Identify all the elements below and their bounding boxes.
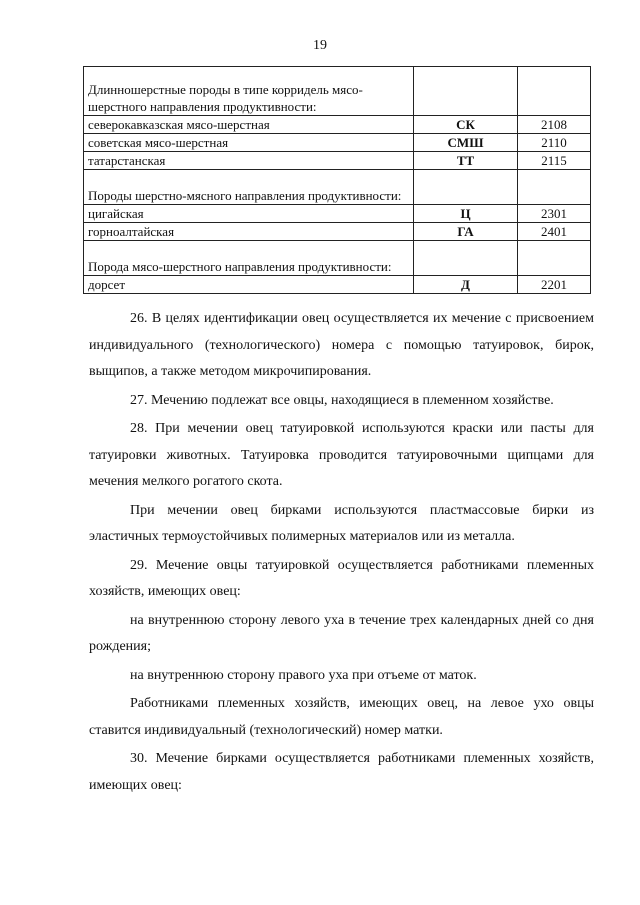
breed-name-cell: Породы шерстно-мясного направления продуктивности: (84, 170, 414, 205)
breed-number-cell (518, 170, 591, 205)
table-row (84, 223, 591, 241)
table-group-row (84, 170, 591, 205)
table-row (84, 134, 591, 152)
table-group-row (84, 241, 591, 276)
breed-code-cell: Ц (414, 205, 518, 223)
breed-code-cell: СМШ (414, 134, 518, 152)
paragraph: на внутреннюю сторону левого уха в течение трех календарных дней со дня рождения; (89, 612, 594, 654)
paragraph: на внутреннюю сторону правого уха при отъеме от маток. (130, 667, 477, 683)
breed-number-cell: 2115 (518, 152, 591, 170)
breed-name-cell: Длинношерстные породы в типе корридель мясо-шерстного направления продуктивности: (84, 67, 414, 116)
breed-number-cell: 2108 (518, 116, 591, 134)
breed-code-cell (414, 67, 518, 116)
breed-number-cell (518, 241, 591, 276)
breed-name-cell: татарстанская (84, 152, 414, 170)
breed-code-cell (414, 170, 518, 205)
breed-code-cell (414, 241, 518, 276)
breed-number-cell: 2201 (518, 276, 591, 294)
breed-name-cell: Порода мясо-шерстного направления продуктивности: (84, 241, 414, 276)
breed-code-cell: СК (414, 116, 518, 134)
table-group-row (84, 67, 591, 116)
breed-number-cell (518, 67, 591, 116)
paragraph: 28. При мечении овец татуировкой используются краски или пасты для татуировки животных. Татуировка проводится татуировочными щипцами для мечения мелкого рогатого скота. (89, 421, 594, 489)
breed-name-cell: советская мясо-шерстная (84, 134, 414, 152)
breed-code-cell: ТТ (414, 152, 518, 170)
breed-number-cell: 2301 (518, 205, 591, 223)
breed-name-cell: горноалтайская (84, 223, 414, 241)
breed-name-cell: цигайская (84, 205, 414, 223)
breed-code-cell: ГА (414, 223, 518, 241)
table-row (84, 205, 591, 223)
paragraph: 29. Мечение овцы татуировкой осуществляется работниками племенных хозяйств, имеющих овец: (89, 557, 594, 599)
table-row (84, 276, 591, 294)
table-row (84, 116, 591, 134)
breed-name-cell: дорсет (84, 276, 414, 294)
breed-codes-table (83, 66, 591, 294)
breed-number-cell: 2110 (518, 134, 591, 152)
paragraph: При мечении овец бирками используются пластмассовые бирки из эластичных термоустойчивых полимерных материалов или из металла. (89, 502, 594, 544)
document-body (89, 306, 594, 801)
page-number: 19 (313, 38, 327, 53)
table-row (84, 152, 591, 170)
breed-number-cell: 2401 (518, 223, 591, 241)
paragraph: Работниками племенных хозяйств, имеющих овец, на левое ухо овцы ставится индивидуальный (технологический) номер матки. (89, 696, 594, 738)
paragraph: 27. Мечению подлежат все овцы, находящиеся в племенном хозяйстве. (130, 392, 554, 408)
paragraph: 26. В целях идентификации овец осуществляется их мечение с присвоением индивидуального (технологического) номера с помощью татуировок, бирок, выщипов, а также методом микрочипирования. (89, 311, 594, 379)
breed-code-cell: Д (414, 276, 518, 294)
table-body (84, 67, 591, 294)
paragraph: 30. Мечение бирками осуществляется работниками племенных хозяйств, имеющих овец: (89, 751, 594, 793)
breed-name-cell: северокавказская мясо-шерстная (84, 116, 414, 134)
